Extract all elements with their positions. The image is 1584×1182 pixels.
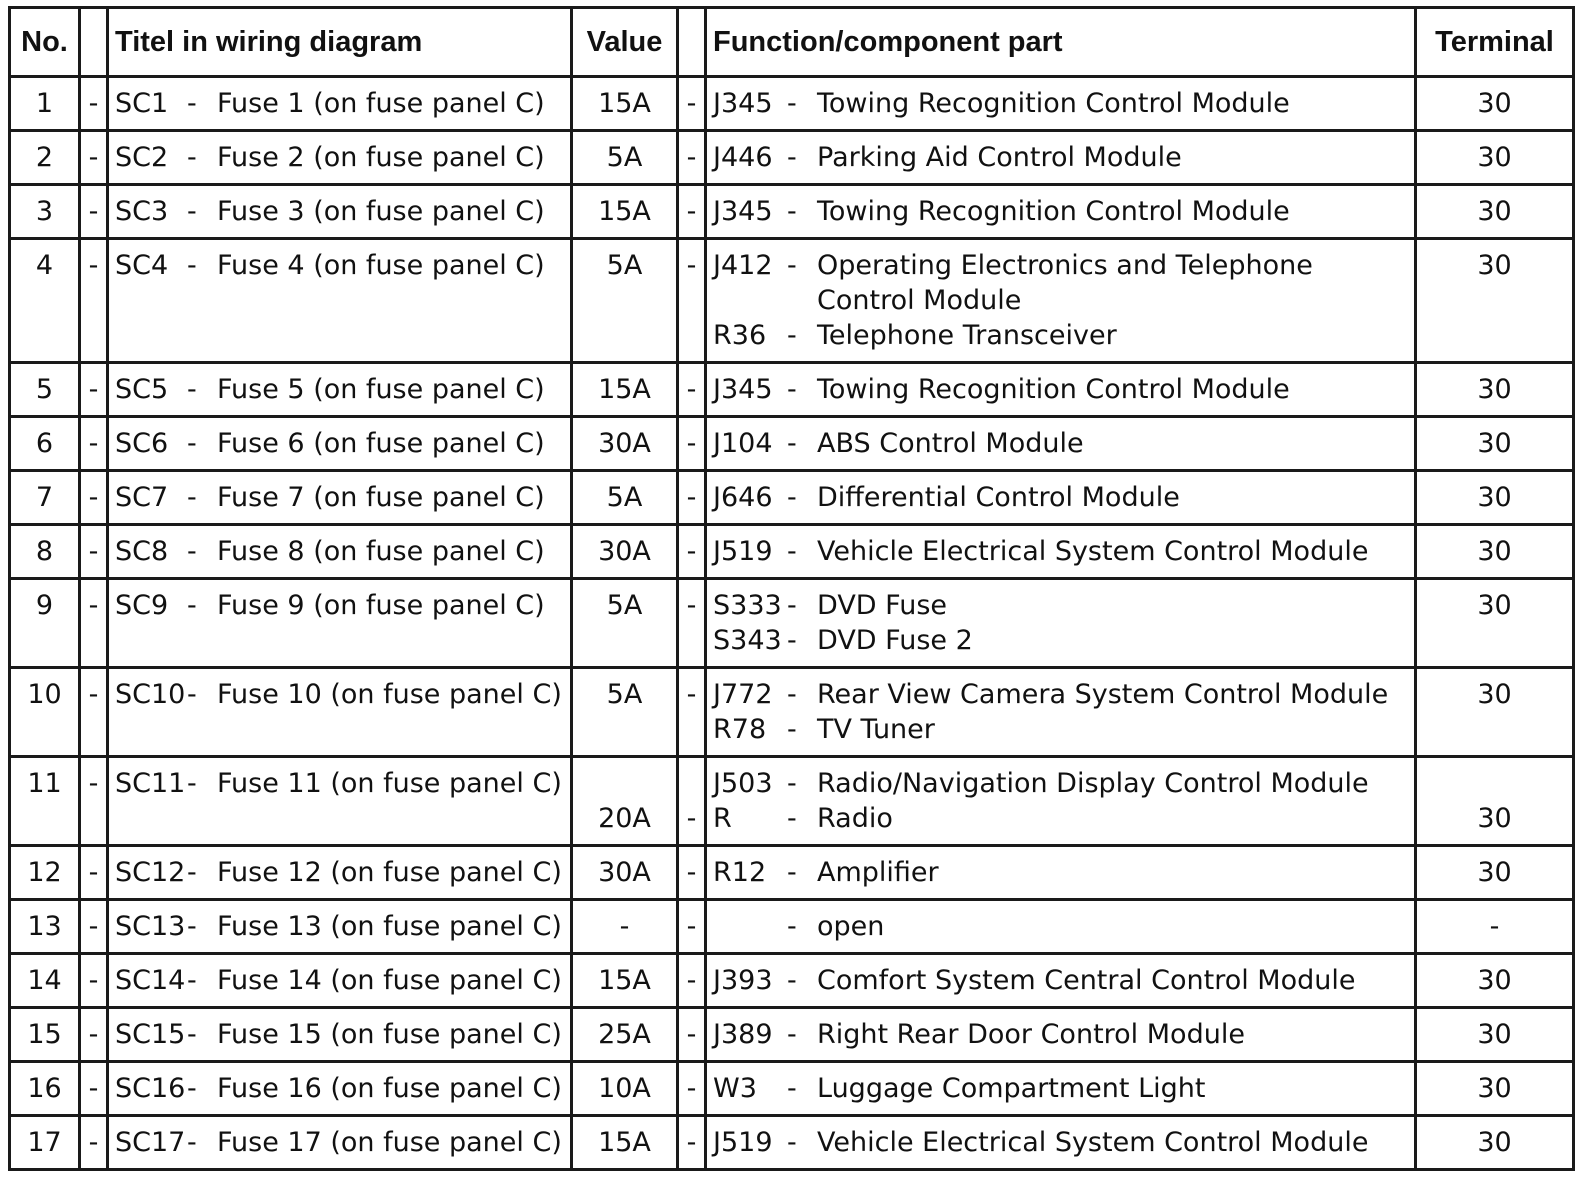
- fuse-title: [115, 1017, 564, 1052]
- fuse-value: 15A: [572, 77, 678, 131]
- row-dash: -: [80, 131, 108, 185]
- fuse-separator: -: [187, 679, 197, 710]
- component-description: Telephone Transceiver: [817, 320, 1117, 351]
- component-id: J345: [713, 196, 773, 227]
- table-row: [10, 77, 1574, 131]
- function-cell: [706, 77, 1416, 131]
- component-description: Parking Aid Control Module: [817, 142, 1182, 173]
- fuse-separator: -: [187, 857, 197, 888]
- component-id: S343: [713, 625, 782, 656]
- function-cell: [706, 185, 1416, 239]
- fuse-value: 5A: [572, 668, 678, 757]
- header-row: [10, 8, 1574, 77]
- terminal: -: [1416, 900, 1574, 954]
- component-id: J345: [713, 88, 773, 119]
- fuse-title: [115, 248, 564, 283]
- table-row: [10, 239, 1574, 363]
- row-number: 10: [10, 668, 80, 757]
- fuse-title: [115, 909, 564, 944]
- fuse-title-cell: [108, 77, 572, 131]
- fuse-description: Fuse 14 (on fuse panel C): [217, 965, 562, 996]
- component-separator: -: [787, 803, 797, 834]
- component-description: Towing Recognition Control Module: [817, 374, 1290, 405]
- row-number: 8: [10, 525, 80, 579]
- fuse-description: Fuse 17 (on fuse panel C): [217, 1127, 562, 1158]
- header-spacer: [678, 8, 706, 77]
- component-entry: [713, 712, 1408, 747]
- row-number: 15: [10, 1008, 80, 1062]
- component-id: R12: [713, 857, 767, 888]
- table-row: [10, 579, 1574, 668]
- component-description: Towing Recognition Control Module: [817, 196, 1290, 227]
- fuse-title-cell: [108, 757, 572, 846]
- fuse-code: SC6: [115, 428, 169, 459]
- row-dash: -: [678, 757, 706, 846]
- terminal: 30: [1416, 417, 1574, 471]
- fuse-code: SC9: [115, 590, 169, 621]
- fuse-description: Fuse 3 (on fuse panel C): [217, 196, 545, 227]
- fuse-code: SC11: [115, 768, 186, 799]
- fuse-description: Fuse 11 (on fuse panel C): [217, 768, 562, 799]
- fuse-description: Fuse 2 (on fuse panel C): [217, 142, 545, 173]
- fuse-value: 25A: [572, 1008, 678, 1062]
- component-id: J519: [713, 1127, 773, 1158]
- table-row: [10, 668, 1574, 757]
- component-separator: -: [787, 374, 797, 405]
- fuse-separator: -: [187, 965, 197, 996]
- table-row: [10, 1062, 1574, 1116]
- row-number: 5: [10, 363, 80, 417]
- component-description: DVD Fuse: [817, 590, 948, 621]
- component-id: J393: [713, 965, 773, 996]
- fuse-description: Fuse 10 (on fuse panel C): [217, 679, 562, 710]
- fuse-code: SC3: [115, 196, 169, 227]
- component-description: Vehicle Electrical System Control Module: [817, 536, 1369, 567]
- row-dash: -: [80, 185, 108, 239]
- fuse-title: [115, 1071, 564, 1106]
- component-description: Vehicle Electrical System Control Module: [817, 1127, 1369, 1158]
- terminal: 30: [1416, 239, 1574, 363]
- component-id: J412: [713, 250, 773, 281]
- component-id: R: [713, 803, 732, 834]
- fuse-description: Fuse 1 (on fuse panel C): [217, 88, 545, 119]
- component-description: TV Tuner: [817, 714, 935, 745]
- fuse-separator: -: [187, 536, 197, 567]
- row-dash: -: [80, 757, 108, 846]
- fuse-code: SC8: [115, 536, 169, 567]
- component-entry: [713, 194, 1408, 229]
- fuse-title: [115, 855, 564, 890]
- component-separator: -: [787, 536, 797, 567]
- fuse-title-cell: [108, 1116, 572, 1170]
- row-dash: -: [80, 363, 108, 417]
- component-separator: -: [787, 857, 797, 888]
- component-entry: [713, 534, 1408, 569]
- component-entry: [713, 623, 1408, 658]
- row-dash: -: [678, 471, 706, 525]
- component-entry: [713, 1071, 1408, 1106]
- header-terminal: Terminal: [1416, 8, 1574, 77]
- component-entry: [713, 140, 1408, 175]
- function-cell: [706, 579, 1416, 668]
- component-entry: [713, 588, 1408, 623]
- row-dash: -: [80, 579, 108, 668]
- component-entry: [713, 801, 1408, 836]
- row-number: 3: [10, 185, 80, 239]
- row-dash: -: [80, 846, 108, 900]
- table-row: [10, 417, 1574, 471]
- component-separator: -: [787, 768, 797, 799]
- table-row: [10, 757, 1574, 846]
- row-dash: -: [80, 77, 108, 131]
- fuse-separator: -: [187, 88, 197, 119]
- fuse-description: Fuse 7 (on fuse panel C): [217, 482, 545, 513]
- row-number: 4: [10, 239, 80, 363]
- component-description: Comfort System Central Control Module: [817, 965, 1356, 996]
- header-title: Titel in wiring diagram: [108, 8, 572, 77]
- row-number: 16: [10, 1062, 80, 1116]
- fuse-code: SC15: [115, 1019, 186, 1050]
- fuse-separator: -: [187, 768, 197, 799]
- fuse-code: SC5: [115, 374, 169, 405]
- component-id: J345: [713, 374, 773, 405]
- fuse-title-cell: [108, 900, 572, 954]
- row-dash: -: [80, 1062, 108, 1116]
- component-entry: [713, 1017, 1408, 1052]
- terminal: 30: [1416, 1062, 1574, 1116]
- table-row: [10, 954, 1574, 1008]
- component-id: R36: [713, 320, 767, 351]
- fuse-description: Fuse 9 (on fuse panel C): [217, 590, 545, 621]
- function-cell: [706, 954, 1416, 1008]
- fuse-title: [115, 588, 564, 623]
- fuse-code: SC7: [115, 482, 169, 513]
- row-dash: -: [80, 900, 108, 954]
- component-description: open: [817, 911, 885, 942]
- fuse-code: SC12: [115, 857, 186, 888]
- fuse-separator: -: [187, 1019, 197, 1050]
- component-entry: [713, 909, 1408, 944]
- row-dash: -: [678, 185, 706, 239]
- fuse-title-cell: [108, 954, 572, 1008]
- component-description: Operating Electronics and Telephone Control Module: [817, 250, 1313, 316]
- row-dash: -: [678, 1116, 706, 1170]
- component-description: Rear View Camera System Control Module: [817, 679, 1389, 710]
- fuse-code: SC17: [115, 1127, 186, 1158]
- function-cell: [706, 1116, 1416, 1170]
- fuse-title-cell: [108, 1008, 572, 1062]
- header-function: Function/component part: [706, 8, 1416, 77]
- fuse-code: SC16: [115, 1073, 186, 1104]
- fuse-value: 20A: [572, 757, 678, 846]
- row-number: 9: [10, 579, 80, 668]
- component-separator: -: [787, 1019, 797, 1050]
- component-separator: -: [787, 965, 797, 996]
- component-separator: -: [787, 250, 797, 281]
- fuse-separator: -: [187, 196, 197, 227]
- row-dash: -: [80, 239, 108, 363]
- row-dash: -: [678, 954, 706, 1008]
- fuse-title-cell: [108, 417, 572, 471]
- row-dash: -: [678, 1008, 706, 1062]
- fuse-description: Fuse 4 (on fuse panel C): [217, 250, 545, 281]
- component-entry: [713, 855, 1408, 890]
- component-description: Luggage Compartment Light: [817, 1073, 1206, 1104]
- row-dash: -: [80, 417, 108, 471]
- terminal: 30: [1416, 131, 1574, 185]
- component-separator: -: [787, 911, 797, 942]
- fuse-title-cell: [108, 525, 572, 579]
- row-number: 12: [10, 846, 80, 900]
- terminal: 30: [1416, 579, 1574, 668]
- fuse-title-cell: [108, 668, 572, 757]
- fuse-description: Fuse 16 (on fuse panel C): [217, 1073, 562, 1104]
- component-separator: -: [787, 1127, 797, 1158]
- function-cell: [706, 417, 1416, 471]
- component-separator: -: [787, 428, 797, 459]
- table-row: [10, 131, 1574, 185]
- function-cell: [706, 525, 1416, 579]
- fuse-value: 5A: [572, 471, 678, 525]
- terminal: 30: [1416, 471, 1574, 525]
- fuse-value: 15A: [572, 363, 678, 417]
- component-separator: -: [787, 625, 797, 656]
- fuse-value: 30A: [572, 846, 678, 900]
- fuse-value: 30A: [572, 417, 678, 471]
- table-row: [10, 900, 1574, 954]
- component-description: Amplifier: [817, 857, 939, 888]
- fuse-title: [115, 534, 564, 569]
- function-cell: [706, 1008, 1416, 1062]
- header-value: Value: [572, 8, 678, 77]
- row-dash: -: [80, 471, 108, 525]
- component-entry: [713, 766, 1408, 801]
- fuse-title-cell: [108, 131, 572, 185]
- fuse-title: [115, 1125, 564, 1160]
- row-number: 14: [10, 954, 80, 1008]
- fuse-separator: -: [187, 428, 197, 459]
- component-entry: [713, 1125, 1408, 1160]
- component-entry: [713, 86, 1408, 121]
- row-dash: -: [80, 1008, 108, 1062]
- component-id: W3: [713, 1073, 757, 1104]
- function-cell: [706, 363, 1416, 417]
- fuse-value: 15A: [572, 954, 678, 1008]
- component-id: S333: [713, 590, 782, 621]
- fuse-code: SC13: [115, 911, 186, 942]
- fuse-separator: -: [187, 142, 197, 173]
- row-dash: -: [678, 417, 706, 471]
- fuse-title: [115, 194, 564, 229]
- component-description: Right Rear Door Control Module: [817, 1019, 1245, 1050]
- component-id: J104: [713, 428, 773, 459]
- fuse-title: [115, 766, 564, 801]
- row-dash: -: [678, 525, 706, 579]
- component-id: J503: [713, 768, 773, 799]
- fuse-title: [115, 677, 564, 712]
- terminal: 30: [1416, 185, 1574, 239]
- table-row: [10, 525, 1574, 579]
- component-id: [713, 909, 787, 944]
- component-separator: -: [787, 142, 797, 173]
- row-dash: -: [678, 579, 706, 668]
- fuse-separator: -: [187, 374, 197, 405]
- fuse-code: SC1: [115, 88, 169, 119]
- terminal: 30: [1416, 525, 1574, 579]
- fuse-description: Fuse 15 (on fuse panel C): [217, 1019, 562, 1050]
- fuse-title-cell: [108, 579, 572, 668]
- table-body: [10, 77, 1574, 1170]
- row-dash: -: [678, 131, 706, 185]
- function-cell: [706, 668, 1416, 757]
- row-number: 2: [10, 131, 80, 185]
- terminal: 30: [1416, 757, 1574, 846]
- function-cell: [706, 239, 1416, 363]
- terminal: 30: [1416, 954, 1574, 1008]
- component-entry: [713, 318, 1408, 353]
- component-separator: -: [787, 714, 797, 745]
- fuse-description: Fuse 5 (on fuse panel C): [217, 374, 545, 405]
- function-cell: [706, 471, 1416, 525]
- terminal: 30: [1416, 1116, 1574, 1170]
- component-description: DVD Fuse 2: [817, 625, 973, 656]
- fuse-title-cell: [108, 1062, 572, 1116]
- fuse-title-cell: [108, 185, 572, 239]
- fuse-title: [115, 86, 564, 121]
- component-description: Radio: [817, 803, 893, 834]
- table-row: [10, 846, 1574, 900]
- fuse-value: 10A: [572, 1062, 678, 1116]
- row-dash: -: [678, 239, 706, 363]
- table-row: [10, 363, 1574, 417]
- component-separator: -: [787, 679, 797, 710]
- fuse-value: 15A: [572, 1116, 678, 1170]
- row-dash: -: [80, 525, 108, 579]
- component-description: Towing Recognition Control Module: [817, 88, 1290, 119]
- component-entry: [713, 963, 1408, 998]
- table-row: [10, 471, 1574, 525]
- row-number: 7: [10, 471, 80, 525]
- function-cell: [706, 846, 1416, 900]
- row-number: 13: [10, 900, 80, 954]
- fuse-separator: -: [187, 590, 197, 621]
- fuse-title-cell: [108, 471, 572, 525]
- component-description: Differential Control Module: [817, 482, 1180, 513]
- component-separator: -: [787, 88, 797, 119]
- component-separator: -: [787, 1073, 797, 1104]
- fuse-value: 5A: [572, 579, 678, 668]
- header-no: No.: [10, 8, 80, 77]
- fuse-code: SC4: [115, 250, 169, 281]
- component-id: J519: [713, 536, 773, 567]
- fuse-separator: -: [187, 250, 197, 281]
- fuse-code: SC2: [115, 142, 169, 173]
- row-number: 11: [10, 757, 80, 846]
- component-separator: -: [787, 590, 797, 621]
- component-separator: -: [787, 482, 797, 513]
- fuse-title: [115, 426, 564, 461]
- row-dash: -: [678, 900, 706, 954]
- fuse-separator: -: [187, 911, 197, 942]
- row-dash: -: [678, 668, 706, 757]
- fuse-code: SC10: [115, 679, 186, 710]
- fuse-separator: -: [187, 482, 197, 513]
- fuse-title: [115, 963, 564, 998]
- component-entry: [713, 480, 1408, 515]
- fuse-code: SC14: [115, 965, 186, 996]
- fuse-title: [115, 480, 564, 515]
- component-entry: [713, 677, 1408, 712]
- fuse-title-cell: [108, 846, 572, 900]
- component-id: R78: [713, 714, 767, 745]
- fuse-title-cell: [108, 363, 572, 417]
- fuse-title: [115, 372, 564, 407]
- fuse-value: 5A: [572, 239, 678, 363]
- row-number: 6: [10, 417, 80, 471]
- table-row: [10, 1116, 1574, 1170]
- fuse-description: Fuse 12 (on fuse panel C): [217, 857, 562, 888]
- fuse-value: 30A: [572, 525, 678, 579]
- fuse-table: [8, 6, 1575, 1171]
- fuse-description: Fuse 6 (on fuse panel C): [217, 428, 545, 459]
- function-cell: [706, 131, 1416, 185]
- row-dash: -: [678, 1062, 706, 1116]
- fuse-description: Fuse 8 (on fuse panel C): [217, 536, 545, 567]
- fuse-title: [115, 140, 564, 175]
- row-dash: -: [678, 363, 706, 417]
- component-description: ABS Control Module: [817, 428, 1084, 459]
- fuse-separator: -: [187, 1073, 197, 1104]
- fuse-separator: -: [187, 1127, 197, 1158]
- function-cell: [706, 757, 1416, 846]
- component-entry: [713, 248, 1408, 318]
- table-row: [10, 1008, 1574, 1062]
- terminal: 30: [1416, 1008, 1574, 1062]
- component-id: J389: [713, 1019, 773, 1050]
- function-cell: [706, 1062, 1416, 1116]
- component-entry: [713, 372, 1408, 407]
- row-number: 1: [10, 77, 80, 131]
- fuse-title-cell: [108, 239, 572, 363]
- fuse-description: Fuse 13 (on fuse panel C): [217, 911, 562, 942]
- row-dash: -: [80, 1116, 108, 1170]
- component-entry: [713, 426, 1408, 461]
- terminal: 30: [1416, 668, 1574, 757]
- component-id: J646: [713, 482, 773, 513]
- component-description: Radio/Navigation Display Control Module: [817, 768, 1369, 799]
- component-id: J446: [713, 142, 773, 173]
- fuse-value: 15A: [572, 185, 678, 239]
- terminal: 30: [1416, 846, 1574, 900]
- table-row: [10, 185, 1574, 239]
- row-number: 17: [10, 1116, 80, 1170]
- component-id: J772: [713, 679, 773, 710]
- row-dash: -: [80, 668, 108, 757]
- row-dash: -: [678, 77, 706, 131]
- row-dash: -: [678, 846, 706, 900]
- fuse-value: -: [572, 900, 678, 954]
- function-cell: [706, 900, 1416, 954]
- terminal: 30: [1416, 363, 1574, 417]
- fuse-value: 5A: [572, 131, 678, 185]
- terminal: 30: [1416, 77, 1574, 131]
- component-separator: -: [787, 320, 797, 351]
- header-spacer: [80, 8, 108, 77]
- component-separator: -: [787, 196, 797, 227]
- row-dash: -: [80, 954, 108, 1008]
